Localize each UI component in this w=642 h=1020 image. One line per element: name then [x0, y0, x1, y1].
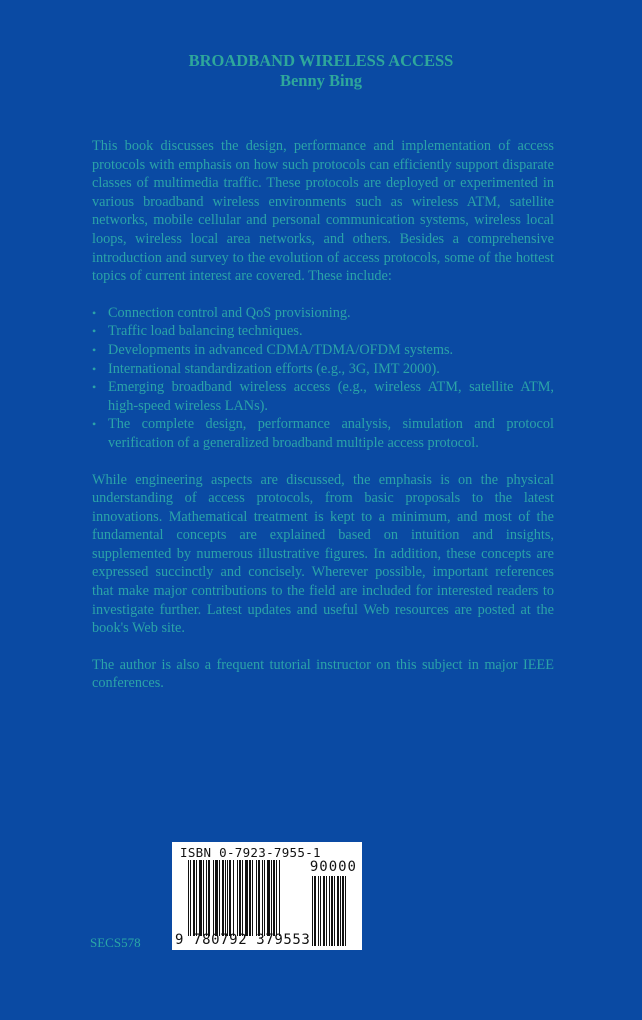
bullet-icon: • [92, 380, 97, 395]
book-title: BROADBAND WIRELESS ACCESS [188, 51, 454, 70]
ean-digits: 9 780792 379553 [175, 932, 311, 948]
back-cover-blurb [92, 137, 554, 693]
addon-barcode-bars-icon [312, 876, 346, 946]
isbn-label: ISBN 0-7923-7955-1 [180, 845, 321, 860]
intro-paragraph: This book discusses the design, performance and implementation of access protocols with emphasis on how such protocols can efficiently support disparate classes of multimedia traffic. These protocols are deployed or experimented in various broadband wireless environments such as wireless ATM, satellite networks, mobile cellular and personal communication systems, wireless local loops, wireless local area networks, and others. Besides a comprehensive introduction and survey to the evolution of access protocols, some of the hottest topics of current interest are covered. These include: [92, 138, 554, 285]
bullet-icon: • [92, 361, 97, 376]
isbn-barcode [172, 842, 362, 950]
emphasis-paragraph: While engineering aspects are discussed, the emphasis is on the physical understanding of access protocols, from basic proposals to the latest innovations. Mathematical treatment is kept to a minimum, and most of the fundamental concepts are explained based on intuition and insights, supplemented by numerous illustrative figures. In addition, these concepts are expressed succinctly and concisely. Wherever possible, important references that make major contributions to the field are included for interested readers to investigate further. Latest updates and useful Web resources are posted at the book's Web site. [92, 471, 554, 637]
cover-header [0, 51, 642, 91]
author-paragraph: The author is also a frequent tutorial instructor on this subject in major IEEE conferences. [92, 656, 554, 692]
list-item: • International standardization efforts (e.g., 3G, IMT 2000). [92, 360, 440, 377]
barcode-bars-icon [188, 860, 280, 936]
book-author: Benny Bing [279, 71, 363, 90]
list-item: • Connection control and QoS provisioning. [92, 304, 351, 321]
bullet-icon: • [92, 417, 97, 432]
bullet-icon: • [92, 324, 97, 339]
list-item: • The complete design, performance analysis, simulation and protocol verification of a generalized broadband multiple access protocol. [92, 416, 554, 451]
list-item: • Emerging broadband wireless access (e.g., wireless ATM, satellite ATM, high-speed wireless LANs). [92, 379, 554, 414]
list-item: • Traffic load balancing techniques. [92, 323, 303, 340]
bullet-icon: • [92, 342, 97, 357]
price-code: 90000 [309, 859, 357, 875]
list-item: • Developments in advanced CDMA/TDMA/OFDM systems. [92, 341, 454, 358]
topics-list [92, 304, 554, 453]
series-code: SECS578 [90, 935, 141, 950]
bullet-icon: • [92, 305, 97, 320]
